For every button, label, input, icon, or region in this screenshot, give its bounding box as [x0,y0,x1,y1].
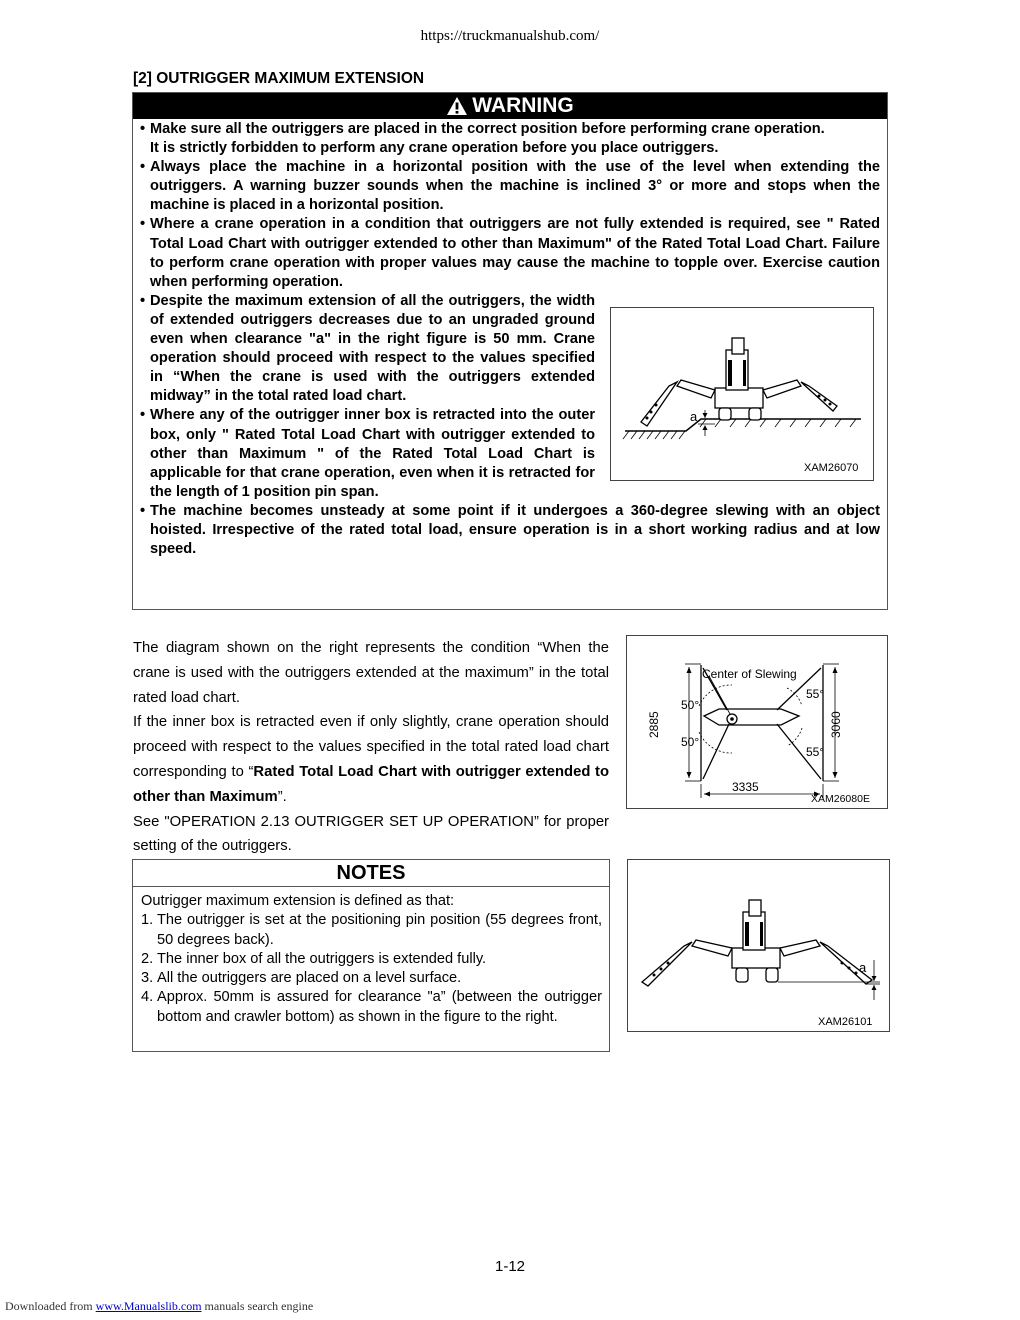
body-paragraph: The diagram shown on the right represents the condition “When the crane is used with the outriggers extended at the maximum” in the total rated load chart. [133,640,609,706]
clearance-a-label: a [859,960,867,975]
warning-item: • Where a crane operation in a condition that outriggers are not fully extended is required, see " Rated Total Load Chart with outrigger extended to other than Maximum" of the Rated Total Load Chart. Failure to perform crane operation with proper values may cause the machine to topple over. Exercise caution when performing operation. [140,216,880,290]
figure-ungraded-ground [610,307,874,481]
warning-item: It is strictly forbidden to perform any crane operation before you place outriggers. [150,140,719,157]
notes-intro: Outrigger maximum extension is defined as that: [141,893,455,909]
center-of-slewing-label: Center of Slewing [702,667,797,681]
notes-item: 2. The inner box of all the outriggers is extended fully. [141,950,487,967]
front-angle-top-label: 55° [806,687,825,701]
warning-item: • The machine becomes unsteady at some point if it undergoes a 360-degree slewing with an object hoisted. Irrespective of the rated total load, ensure operation is in a short working radius and at low speed. [140,502,880,558]
warning-title: WARNING [472,94,574,117]
warning-item: • Despite the maximum extension of all the outriggers, the width of extended outriggers decreases due to an ungraded ground even when clearance "a" in the right figure is 50 mm. Crane operation should proceed with respect to the values specified in “When the crane is used with the outriggers extended midway” in the total rated load chart. [140,292,595,405]
warning-item: • Always place the machine in a horizontal position with the use of the level when extending the outriggers. A warning buzzer sounds when the machine is inclined 3° or more and stops when the machine is placed in a horizontal position. [140,159,880,214]
warning-header [133,93,887,119]
figure-code: XAM26101 [818,1016,873,1028]
back-angle-bottom-label: 50° [681,735,700,749]
warning-triangle-icon [446,96,468,116]
section-title: [2] OUTRIGGER MAXIMUM EXTENSION [133,70,425,87]
notes-body [133,887,609,1027]
manualslib-link[interactable]: www.Manualslib.com [95,1299,202,1313]
notes-box [132,859,610,1052]
figure-code: XAM26070 [804,462,859,474]
page-number: 1-12 [494,1258,526,1275]
body-text [133,636,609,859]
front-angle-bottom-label: 55° [806,745,825,759]
height-left-dimension: 2885 [647,711,661,738]
warning-item: • Make sure all the outriggers are placed in the correct position before performing crane operation. [140,121,825,137]
notes-item: 4. Approx. 50mm is assured for clearance "a” (between the outrigger bottom and crawler bottom) as shown in the figure to the right. [141,989,602,1025]
back-angle-top-label: 50° [681,698,700,712]
notes-item: 1. The outrigger is set at the positioning pin position (55 degrees front, 50 degrees back). [141,912,602,948]
warning-item: • Where any of the outrigger inner box is retracted into the outer box, only " Rated Total Load Chart with outrigger extended to other than Maximum " of the Rated Total Load Chart is applicable for that crane operation, even when it is retracted for the length of 1 position pin span. [140,407,595,500]
footer: Downloaded from www.Manualslib.com manuals search engine [5,1299,314,1313]
crane-ungraded-ground-drawing [611,308,873,480]
crane-level-ground-drawing [628,860,889,1031]
figure-level-ground [627,859,890,1032]
body-paragraph: If the inner box is retracted even if only slightly, crane operation should proceed with respect to the values specified in the total rated load chart corresponding to “Rated Total Load Chart with outrigger extended to other than Maximum”. [133,714,610,805]
body-paragraph: See "OPERATION 2.13 OUTRIGGER SET UP OPERATION” for proper setting of the outriggers. [133,813,609,855]
header-url[interactable]: https://truckmanualshub.com/ [420,28,600,44]
notes-item: 3. All the outriggers are placed on a level surface. [141,970,462,987]
notes-title: NOTES [133,860,609,887]
figure-code: XAM26080E [811,793,870,805]
figure-outrigger-layout [626,635,888,809]
outrigger-layout-drawing [627,636,887,808]
width-dimension: 3335 [732,780,759,794]
height-right-dimension: 3060 [829,711,843,738]
clearance-a-label: a [690,409,698,424]
